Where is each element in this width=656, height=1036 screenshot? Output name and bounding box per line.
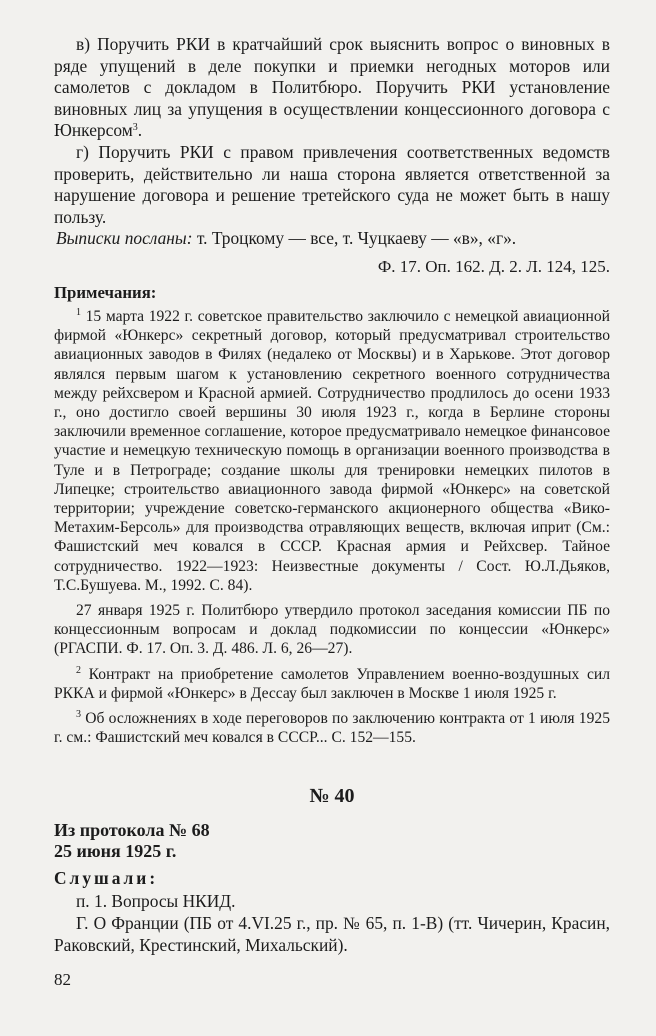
note-3-mark: 3 [76, 709, 81, 720]
note-1-continued: 27 января 1925 г. Политбюро утвердило протокол заседания комиссии ПБ по концессионным вопросам и доклад подкомиссии по концессии «Юнкерс» (РГАСПИ. Ф. 17. Оп. 3. Д. 486. Л. 6, 26—27). [54, 601, 610, 658]
archival-source: Ф. 17. Оп. 162. Д. 2. Л. 124, 125. [377, 256, 610, 276]
protocol-date: 25 июня 1925 г. [54, 841, 177, 862]
copies-sent-label: Выписки посланы: [56, 228, 193, 249]
copies-sent-recipients: т. Троцкому — все, т. Чуцкаеву — «в», «г». [192, 228, 517, 249]
note-1: $^1$ 15 марта 1922 г. советское правительство заключило с немецкой авиационной фирмой «Юнкерс» секретный договор, который предусматривал строительство авиационных заводов в Филях (недалеко от Москвы) и в Харькове. Этот договор являлся первым шагом к установлению секретного военного сотрудничества между рейхсвером и Красной армией. Сотрудничество продлилось до осени 1933 г., оно достигло своей вершины 30 июля 1923 г., когда в Берлине стороны заключили временное соглашение, которое предусматривало немецкое финансовое участие и немецкую техническую помощь в организации военного производства в Туле и в Петрограде; создание школы для тренировки немецких пилотов в Липецке; строительство авиационного завода фирмой «Юнкерс» на советской территории; учреждение советско-германского акционерного общества «Вико-Метахим-Берсоль» для производства отравляющих веществ, включая иприт (См.: Фашистский меч ковался в СССР. Красная армия и Рейхсвер. Тайное сотрудничество. 1922—1923: Неизвестные документы / Сост. Ю.Л.Дьяков, Т.С.Бушуева. М., 1992. С. 84). [54, 306, 610, 594]
note-1-mark: 1 [76, 306, 81, 318]
notes-heading: Примечания: [54, 282, 157, 302]
paragraph-v: в) Поручить РКИ в кратчайший срок выяснить вопрос о виновных в ряде упущений в деле покупки и приемки негодных моторов или самолетов с докладом в Политбюро. Поручить РКИ установление виновных лиц за упущения в осуществлении концессионного договора с Юнкерсом$^3$. [54, 34, 610, 141]
footnote-ref-3: 3 [132, 122, 138, 134]
page-content [54, 34, 610, 956]
document-number: № 40 [309, 785, 355, 808]
protocol-title: Из протокола № 68 [54, 820, 210, 841]
paragraph-g: г) Поручить РКИ с правом привлечения соответственных ведомств проверить, действительно ли наша сторона является ответственной за нарушение договора и решение третейского суда не может быть в нашу пользу. [54, 141, 610, 227]
listened-heading: Слушали: [54, 868, 159, 889]
notes-block [54, 307, 610, 747]
note-3: $^3$ Об осложнениях в ходе переговоров по заключению контракта от 1 июля 1925 г. см.: Фашистский меч ковался в СССР... С. 152—155. [54, 709, 610, 747]
note-2-mark: 2 [76, 664, 81, 676]
page-number: 82 [54, 970, 71, 989]
agenda-item-1: п. 1. Вопросы НКИД. [76, 891, 236, 912]
agenda-item-g: Г. О Франции (ПБ от 4.VI.25 г., пр. № 65, п. 1-В) (тт. Чичерин, Красин, Раковский, Крестинский, Михальский). [54, 913, 610, 955]
copies-sent-line [54, 228, 610, 250]
note-2: $^2$ Контракт на приобретение самолетов Управлением военно-воздушных сил РККА и фирмой «Юнкерс» в Дессау был заключен в Москве 1 июля 1925 г. [54, 664, 610, 702]
